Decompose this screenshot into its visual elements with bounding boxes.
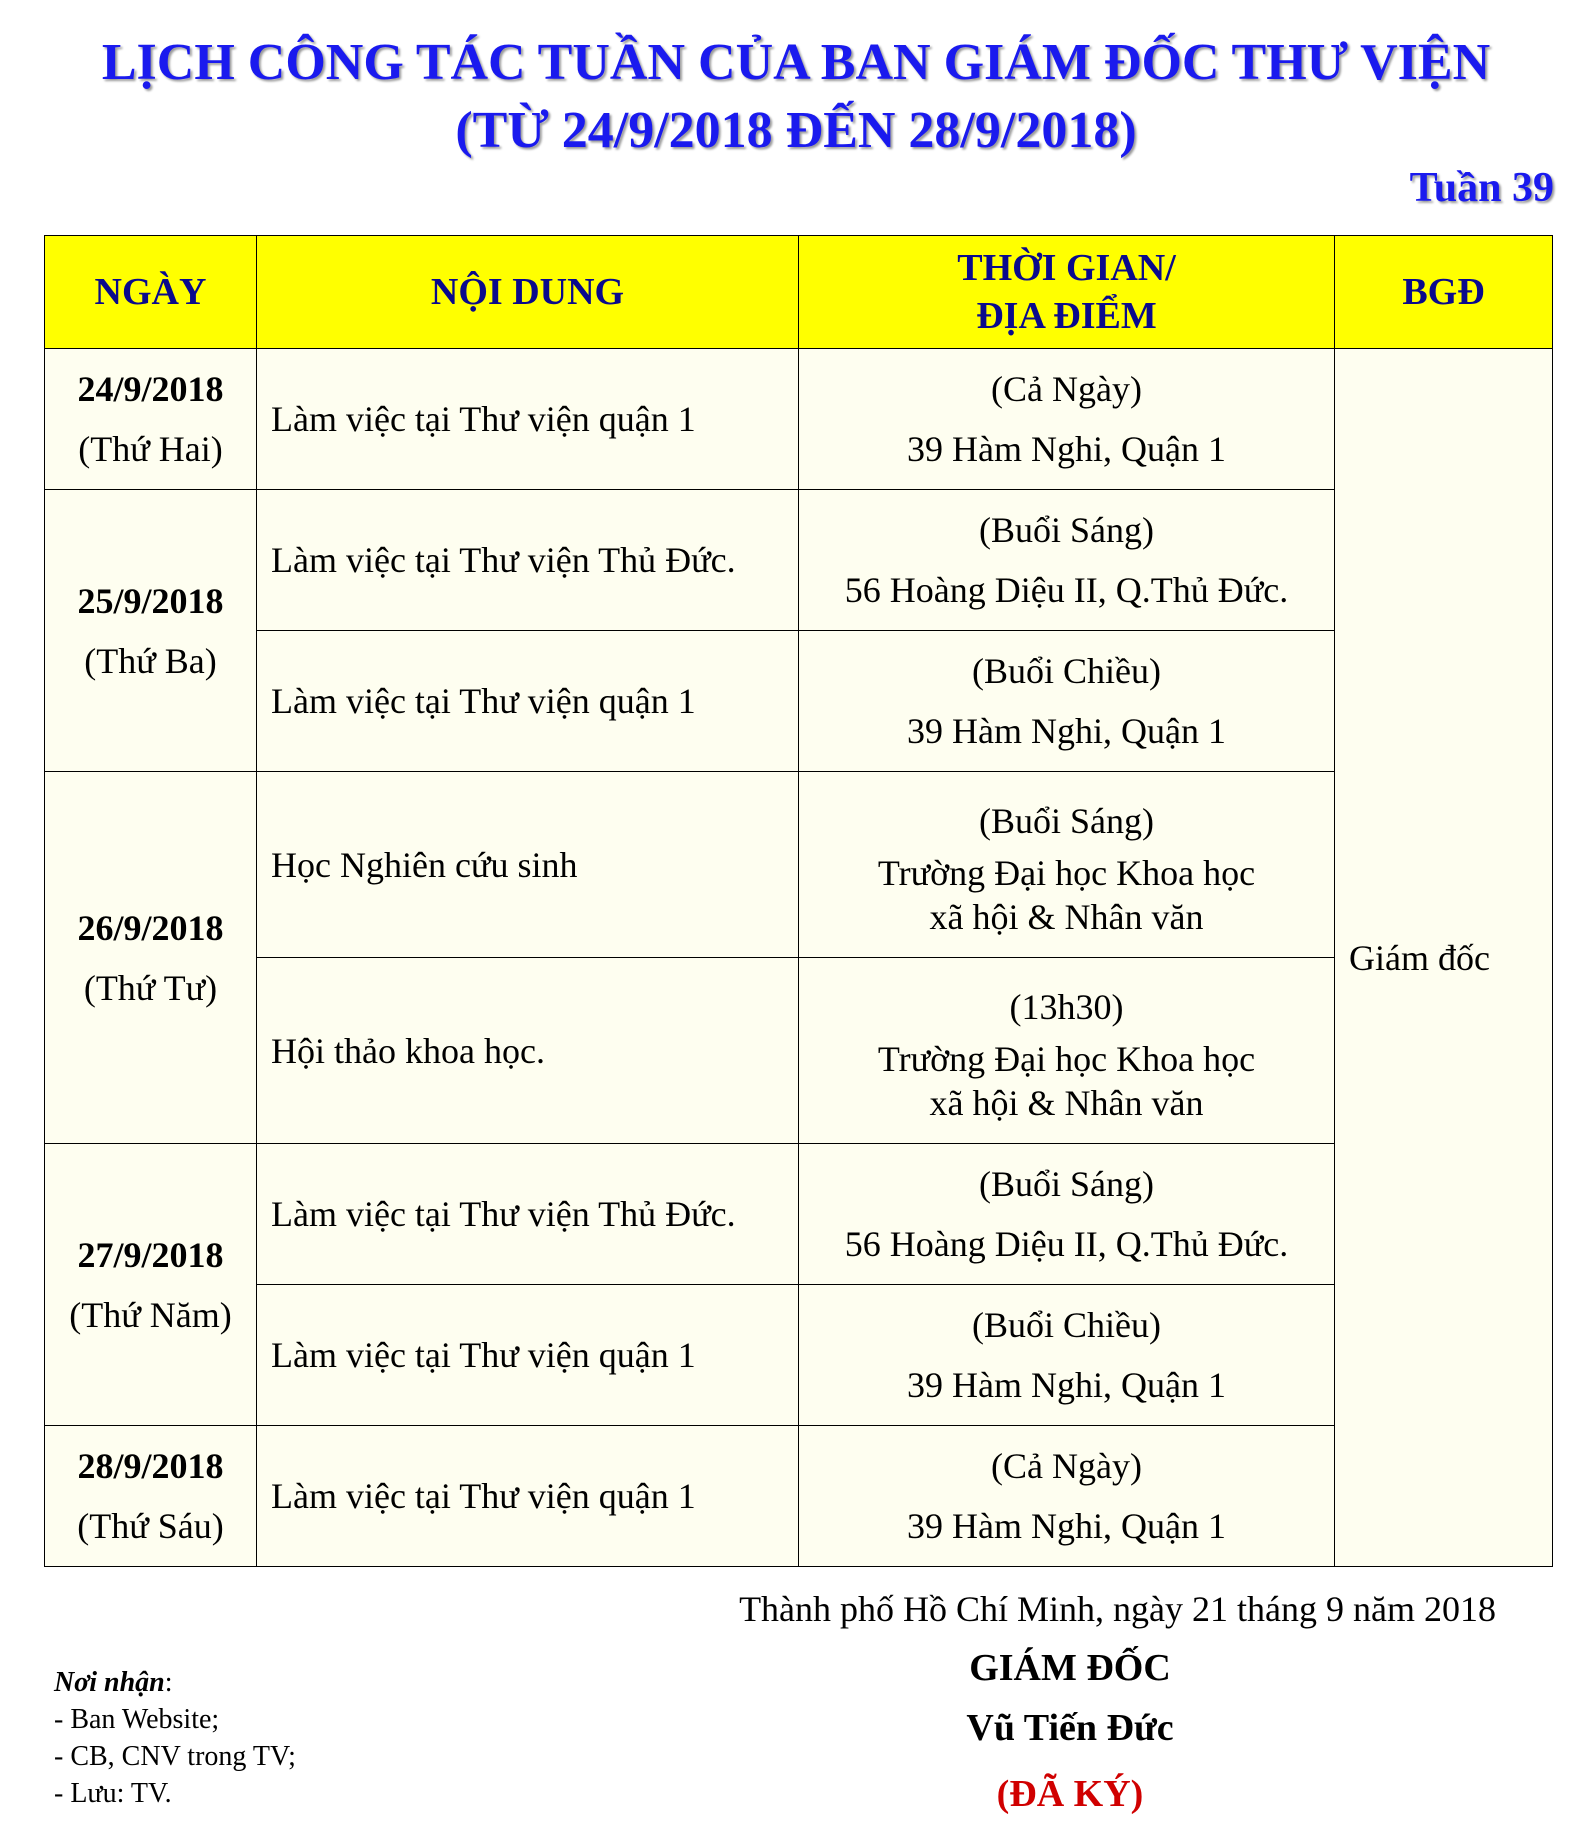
day-cell (45, 349, 257, 490)
recipient-item: - CB, CNV trong TV; (54, 1741, 296, 1772)
header-bgd: BGĐ (1335, 236, 1553, 349)
header-time-place (799, 236, 1335, 349)
header-time-line2: ĐỊA ĐIỂM (976, 295, 1157, 337)
content-cell: Làm việc tại Thư viện quận 1 (257, 631, 799, 772)
time-label: (Buổi Chiều) (972, 651, 1161, 691)
place-text: 39 Hàm Nghi, Quận 1 (907, 429, 1226, 469)
table-row (45, 349, 1553, 490)
place-text: Trường Đại học Khoa học (877, 852, 1256, 893)
place-text: xã hội & Nhân văn (929, 896, 1204, 937)
table-row (45, 631, 1553, 772)
header-content: NỘI DUNG (257, 236, 799, 349)
day-cell (45, 772, 257, 1144)
content-cell: Hội thảo khoa học. (257, 958, 799, 1144)
time-place-cell (799, 349, 1335, 490)
place-text: 39 Hàm Nghi, Quận 1 (907, 1365, 1226, 1405)
table-row (45, 958, 1553, 1144)
day-cell (45, 1144, 257, 1426)
recipients-colon: : (164, 1667, 173, 1698)
signed-stamp-text: (ĐÃ KÝ) (996, 1773, 1144, 1815)
table-row (45, 1285, 1553, 1426)
content-cell: Làm việc tại Thư viện Thủ Đức. (257, 1144, 799, 1285)
signer-role: GIÁM ĐỐC (969, 1647, 1171, 1689)
content-cell: Học Nghiên cứu sinh (257, 772, 799, 958)
time-place-cell (799, 631, 1335, 772)
day-weekday: (Thứ Tư) (83, 967, 218, 1008)
time-label: (13h30) (1009, 986, 1124, 1027)
time-label: (Cả Ngày) (991, 1446, 1142, 1486)
day-date: 28/9/2018 (77, 1446, 224, 1486)
place-text: xã hội & Nhân văn (929, 1082, 1204, 1123)
signer-name: Vũ Tiến Đức (966, 1707, 1174, 1749)
week-number: Tuần 39 (1409, 165, 1554, 211)
header-time-line1: THỜI GIAN/ (957, 247, 1176, 289)
time-label: (Buổi Sáng) (979, 800, 1154, 841)
day-weekday: (Thứ Hai) (78, 429, 223, 469)
page-title: LỊCH CÔNG TÁC TUẦN CỦA BAN GIÁM ĐỐC THƯ VIỆN (101, 34, 1491, 91)
content-cell: Làm việc tại Thư viện quận 1 (257, 1285, 799, 1426)
place-text: 39 Hàm Nghi, Quận 1 (907, 1506, 1226, 1546)
day-date: 25/9/2018 (77, 580, 224, 621)
place-text: 56 Hoàng Diệu II, Q.Thủ Đức. (844, 570, 1289, 610)
time-place-cell (799, 1144, 1335, 1285)
day-date: 27/9/2018 (77, 1234, 224, 1275)
recipient-item: - Lưu: TV. (54, 1778, 172, 1809)
time-place-cell (799, 490, 1335, 631)
day-weekday: (Thứ Sáu) (77, 1506, 224, 1546)
page-subtitle-date-range: (TỪ 24/9/2018 ĐẾN 28/9/2018) (455, 102, 1137, 159)
table-row (45, 490, 1553, 631)
header-day: NGÀY (45, 236, 257, 349)
time-place-cell (799, 1285, 1335, 1426)
time-label: (Buổi Chiều) (972, 1305, 1161, 1345)
recipient-item: - Ban Website; (54, 1704, 220, 1735)
schedule-table (44, 235, 1553, 1567)
bgd-cell: Giám đốc (1335, 349, 1553, 1567)
table-row (45, 772, 1553, 958)
day-weekday: (Thứ Năm) (69, 1294, 232, 1335)
content-cell: Làm việc tại Thư viện quận 1 (257, 349, 799, 490)
recipients-title: Nơi nhận (54, 1667, 165, 1698)
table-row (45, 1144, 1553, 1285)
time-place-cell (799, 772, 1335, 958)
table-row (45, 1426, 1553, 1567)
place-and-date: Thành phố Hồ Chí Minh, ngày 21 tháng 9 năm 2018 (739, 1589, 1496, 1629)
day-date: 26/9/2018 (77, 907, 224, 948)
place-text: 56 Hoàng Diệu II, Q.Thủ Đức. (844, 1224, 1289, 1264)
content-cell: Làm việc tại Thư viện quận 1 (257, 1426, 799, 1567)
time-place-cell (799, 958, 1335, 1144)
day-weekday: (Thứ Ba) (84, 640, 217, 681)
recipients-block (54, 1664, 296, 1812)
day-date: 24/9/2018 (77, 369, 224, 409)
time-place-cell (799, 1426, 1335, 1567)
day-cell (45, 490, 257, 772)
table-header-row (45, 236, 1553, 349)
time-label: (Cả Ngày) (991, 369, 1142, 409)
day-cell (45, 1426, 257, 1567)
time-label: (Buổi Sáng) (979, 510, 1154, 550)
place-text: Trường Đại học Khoa học (877, 1038, 1256, 1079)
content-cell: Làm việc tại Thư viện Thủ Đức. (257, 490, 799, 631)
time-label: (Buổi Sáng) (979, 1164, 1154, 1204)
place-text: 39 Hàm Nghi, Quận 1 (907, 711, 1226, 751)
